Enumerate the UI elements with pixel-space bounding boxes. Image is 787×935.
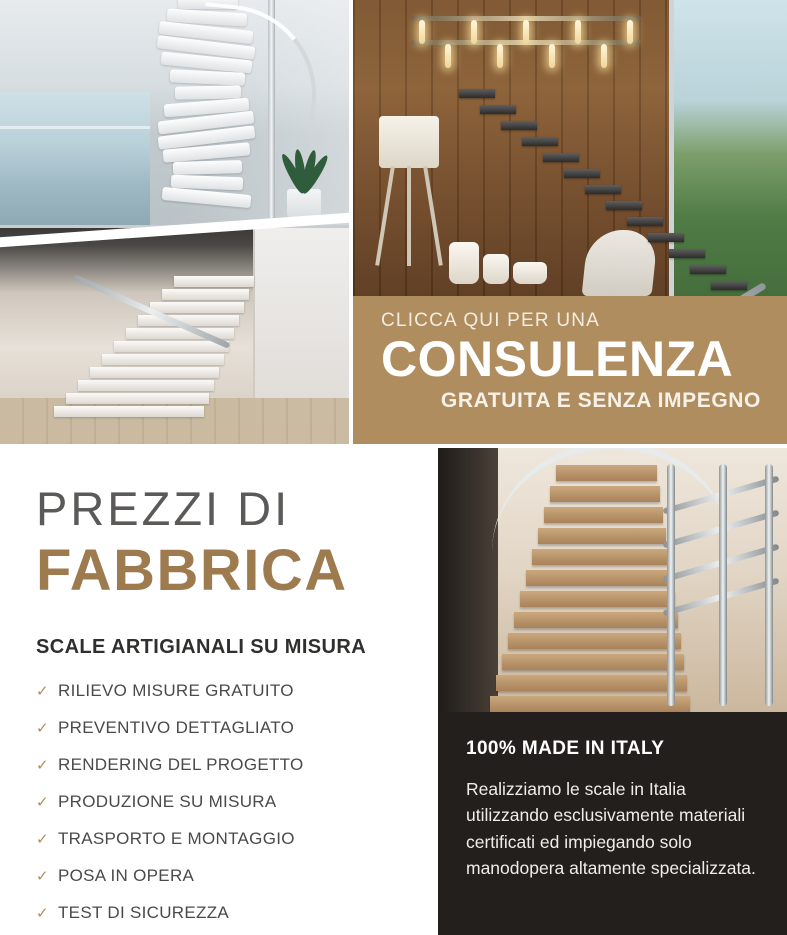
wood-tread [502,654,684,670]
stair-tread [543,153,579,162]
check-icon: ✓ [36,830,49,848]
stair-tread [102,354,224,365]
stair-tread [606,201,642,210]
list-item-label: POSA IN OPERA [58,865,195,885]
list-item [36,681,434,701]
dark-wall-edge [438,448,498,712]
wood-tread [508,633,681,649]
feature-list [36,681,434,923]
cta-subline: GRATUITA E SENZA IMPEGNO [440,389,761,412]
stair-tread [669,249,705,258]
list-item [36,829,434,849]
floor-lamp [373,116,445,266]
check-icon: ✓ [36,904,49,922]
page-title-line1: PREZZI DI [36,482,291,535]
stair-tread [522,137,558,146]
made-in-italy-heading: 100% MADE IN ITALY [466,738,665,759]
check-icon: ✓ [36,719,49,737]
lamp-leg [375,166,395,265]
photo-spiral-staircase [0,0,349,444]
list-item-label: TRASPORTO E MONTAGGIO [58,828,295,848]
list-item-label: PRODUZIONE SU MISURA [58,791,277,811]
chandelier-bulb [601,44,607,68]
list-item-label: RENDERING DEL PROGETTO [58,754,304,774]
made-in-italy-panel [438,712,787,935]
chandelier-bulb [471,20,477,44]
stair-tread [162,289,249,300]
stair-tread [585,185,621,194]
stair-tread [648,233,684,242]
spiral-handrail [193,2,325,134]
page-title-line2: FABBRICA [36,537,348,603]
check-icon: ✓ [36,793,49,811]
stair-tread [90,367,219,378]
stair-tread [459,89,495,98]
cta-consultation-banner[interactable] [353,296,787,444]
list-item [36,903,434,923]
railing-post [765,464,773,706]
stair-tread [66,393,209,404]
wood-tread [520,591,675,607]
cta-headline: CONSULENZA [381,331,734,387]
list-item-label: TEST DI SICUREZZA [58,902,230,922]
chandelier-bulb [445,44,451,68]
chandelier-bulb [419,20,425,44]
check-icon: ✓ [36,756,49,774]
lamp-leg [423,166,443,265]
list-item-label: PREVENTIVO DETTAGLIATO [58,717,295,737]
railing-post [719,464,727,706]
photo-curved-staircase [438,448,787,712]
stair-tread [627,217,663,226]
photo-upper-spiral-scene [0,0,349,225]
panel-subtitle: SCALE ARTIGIANALI SU MISURA [36,635,367,658]
stair-tread [690,265,726,274]
potted-plant [273,133,335,219]
made-in-italy-body: Realizziamo le scale in Italia utilizzando esclusivamente materiali certificati ed impiegando solo manodopera altamente specializzata. [466,779,756,878]
stair-tread [174,276,254,287]
stair-tread [78,380,214,391]
photo-wood-wall-staircase [353,0,787,296]
chandelier [411,0,641,72]
steel-railing [661,464,781,706]
check-icon: ✓ [36,867,49,885]
chandelier-bulb [575,20,581,44]
cta-kicker: CLICCA QUI PER UNA [381,310,601,331]
stair-tread [564,169,600,178]
list-item [36,718,434,738]
chandelier-bulb [523,20,529,44]
wood-tread [496,675,687,691]
stair-tread [501,121,537,130]
stair-tread [711,281,747,290]
lamp-leg [407,166,411,266]
wood-tread [514,612,678,628]
window-sea-view [0,92,150,225]
list-item [36,792,434,812]
list-item [36,755,434,775]
stair-treads [453,66,753,296]
check-icon: ✓ [36,682,49,700]
stair-tread [150,302,244,313]
stair-tread [54,406,204,417]
pricing-panel [0,444,434,935]
lamp-shade [379,116,439,168]
list-item-label: RILIEVO MISURE GRATUITO [58,680,294,700]
chandelier-bulb [627,20,633,44]
railing-post [667,464,675,706]
list-item [36,866,434,886]
stair-tread [480,105,516,114]
chandelier-bulb [549,44,555,68]
wood-tread [526,570,672,586]
stair-tread [114,341,229,352]
chandelier-bulb [497,44,503,68]
photo-lower-staircase-scene [0,228,349,444]
wood-tread [490,696,690,712]
spiral-tread [173,160,242,175]
